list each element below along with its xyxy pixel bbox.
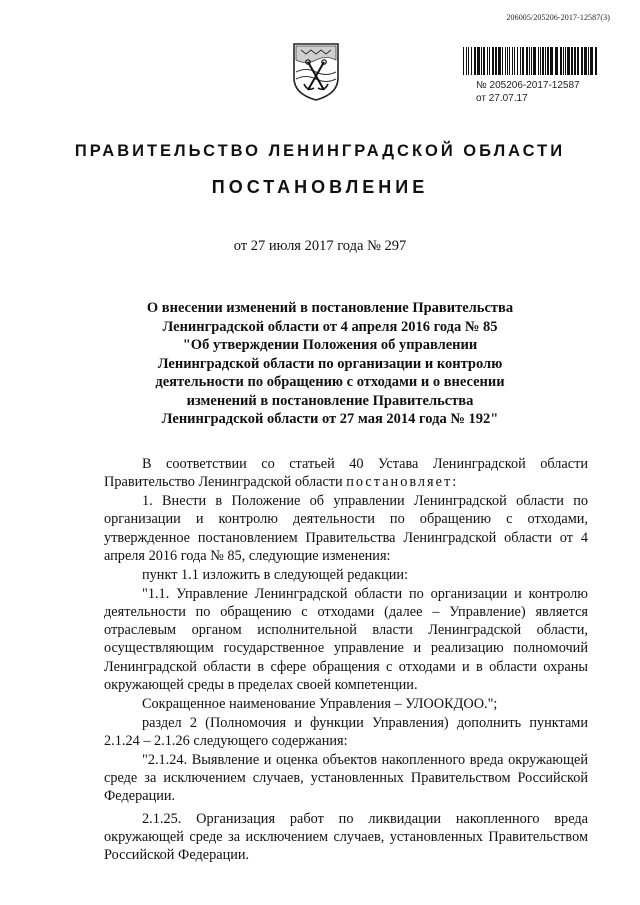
subject-line: деятельности по обращению с отходами и о внесении [155,374,505,390]
body-paragraph: "1.1. Управление Ленинградской области по организации и контролю деятельности по обращению с отходами (далее – Управление) является отраслевым органом исполнительной власти Ленинградской области, осуществляющим государственное управление и реализацию полномочий Ленинградской области в сфере обращения с отходами и в области охраны окружающей среды в пределах своей компетенции. [104,585,588,694]
resolves-word: постановляет: [346,474,459,491]
coat-of-arms-icon [290,38,342,102]
registry-number: № 205206-2017-12587 [476,80,580,91]
document-date-number: от 27 июля 2017 года № 297 [233,238,407,254]
body-paragraph: пункт 1.1 изложить в следующей редакции: [142,566,409,583]
body-paragraph [104,455,588,492]
subject-line: О внесении изменений в постановление Правительства [146,300,514,316]
subject-line: Ленинградской области от 4 апреля 2016 года № 85 [162,318,498,335]
subject-line: Ленинградской области от 27 мая 2014 года № 192" [161,411,499,427]
subject-line: "Об утверждении Положения об управлении [182,337,478,353]
registration-stamp: 206005/205206-2017-12587(3) [506,13,610,22]
subject-line: Ленинградской области по организации и контролю [157,355,503,372]
body-paragraph: "2.1.24. Выявление и оценка объектов накопленного вреда окружающей среде за исключением случаев, установленных Правительством Российской Федерации. [104,751,588,805]
body-paragraph: Сокращенное наименование Управления – УЛООКДОО."; [142,695,498,712]
government-title: ПРАВИТЕЛЬСТВО ЛЕНИНГРАДСКОЙ ОБЛАСТИ [74,142,566,160]
barcode-icon [462,47,600,75]
body-paragraph: 2.1.25. Организация работ по ликвидации накопленного вреда окружающей среде за исключением случаев, установленных Правительством Российской Федерации. [104,810,588,864]
document-subject [140,299,520,429]
body-paragraph: раздел 2 (Полномочия и функции Управления) дополнить пунктами 2.1.24 – 2.1.26 следующего содержания: [104,714,588,749]
registry-date: от 27.07.17 [476,93,528,104]
document-type: ПОСТАНОВЛЕНИЕ [211,177,429,197]
subject-line: изменений в постановление Правительства [186,392,474,409]
body-paragraph: 1. Внести в Положение об управлении Ленинградской области по организации и контролю деятельности по обращению с отходами, утвержденное постановлением Правительства Ленинградской области от 4 апреля 2016 года № 85, следующие изменения: [104,493,588,564]
preamble-text: В соответствии со статьей 40 Устава Ленинградской области Правительство Ленинградской области [104,456,588,491]
document-body [104,455,588,865]
